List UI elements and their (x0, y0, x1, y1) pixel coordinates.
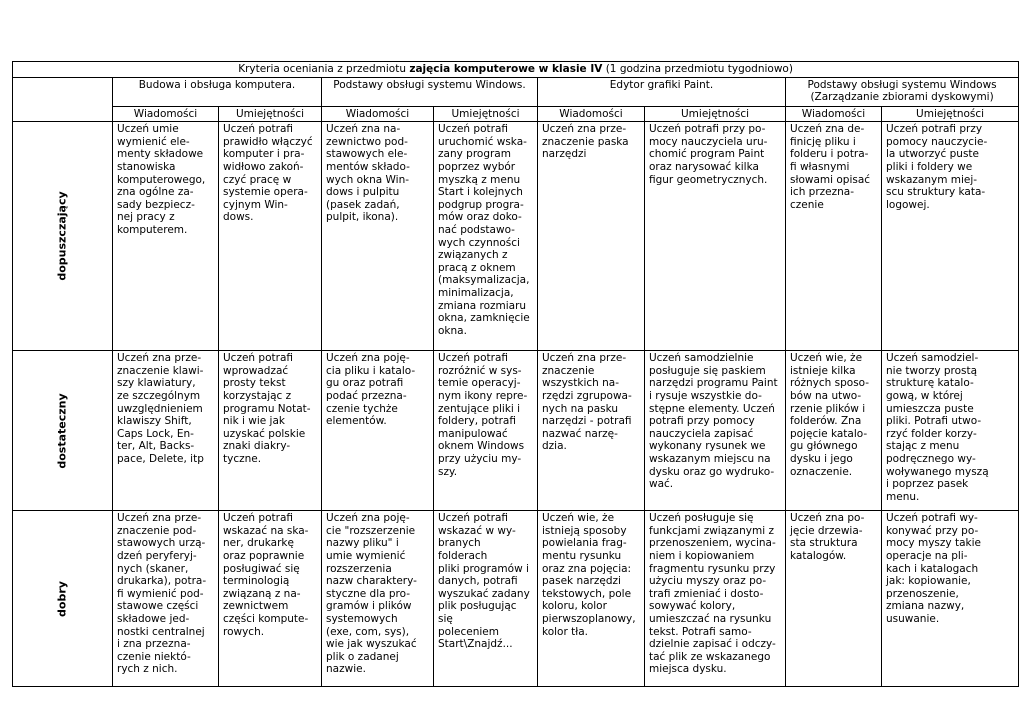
criteria-cell: Uczeń zna poję- cie "rozszerzenie nazwy pliku" i umie wymienić rozszerzenia nazw charaktery- styczne dla pro- gramów i plików systemowych (exe, com, sys), wie jak wyszukać plik o zadanej nazwie. (322, 511, 434, 687)
criteria-cell: Uczeń potrafi wy- konywać przy po- mocy myszy takie operacje na pli- kach i katalogach jak: kopiowanie, przenoszenie, zmiana nazwy, usuwanie. (882, 511, 1019, 687)
subheader-cell: Wiadomości (786, 106, 882, 122)
title-suffix: (1 godzina przedmiotu tygodniowo) (602, 63, 793, 75)
grade-label: dobry (55, 580, 69, 617)
title-row (13, 62, 1019, 78)
criteria-cell: Uczeń zna po- jęcie drzewia- sta struktura katalogów. (786, 511, 882, 687)
corner-cell (13, 77, 113, 122)
criteria-cell: Uczeń potrafi prawidło włączyć komputer i pra- widłowo zakoń- czyć pracę w systemie opera- cyjnym Win- dows. (219, 122, 322, 351)
criteria-cell: Uczeń zna poję- cia pliku i katalo- gu oraz potrafi podać przezna- czenie tychże elementów. (322, 351, 434, 511)
grade-label: dopuszczający (55, 191, 69, 281)
grade-row (13, 511, 1019, 687)
table-title (13, 62, 1019, 78)
section-header: Edytor grafiki Paint. (538, 77, 786, 106)
grade-label-cell (13, 122, 113, 351)
criteria-cell: Uczeń samodziel- nie tworzy prostą strukturę katalo- gową, w której umieszcza puste pliki. Potrafi utwo- rzyć folder korzy- stając z menu podręcznego wy- woływanego myszą i poprzez pasek menu. (882, 351, 1019, 511)
criteria-cell: Uczeń wie, że istnieje kilka różnych sposo- bów na utwo- rzenie plików i folderów. Zna pojęcie katalo- gu głównego dysku i jego oznaczenie. (786, 351, 882, 511)
title-subject: zajęcia komputerowe w klasie IV (409, 63, 603, 75)
criteria-cell: Uczeń zna prze- znaczenie klawi- szy klawiatury, ze szczególnym uwzględnieniem klawiszy Shift, Caps Lock, En- ter, Alt, Backs- pace, Delete, itp (113, 351, 219, 511)
section-header: Podstawy obsługi systemu Windows. (322, 77, 538, 106)
criteria-cell: Uczeń potrafi przy po- mocy nauczyciela uru- chomić program Paint oraz narysować kilka figur geometrycznych. (645, 122, 786, 351)
criteria-cell: Uczeń potrafi uruchomić wska- zany program poprzez wybór myszką z menu Start i kolejnych podgrup progra- mów oraz doko- nać podstawo- wych czynności związanych z pracą z oknem (maksymalizacja, minimalizacja, zmiana rozmiaru okna, zamknięcie okna. (434, 122, 538, 351)
subheader-row (13, 106, 1019, 122)
subheader-cell: Wiadomości (538, 106, 645, 122)
criteria-cell: Uczeń zna na- zewnictwo pod- stawowych ele- mentów składo- wych okna Win- dows i pulpitu (pasek zadań, pulpit, ikona). (322, 122, 434, 351)
criteria-cell: Uczeń potrafi wskazać w wy- branych folderach pliki programów i danych, potrafi wyszukać zadany plik posługując się poleceniem Start\Znajdź... (434, 511, 538, 687)
section-header: Budowa i obsługa komputera. (113, 77, 322, 106)
section-header: Podstawy obsługi systemu Windows (Zarządzanie zbiorami dyskowymi) (786, 77, 1019, 106)
subheader-cell: Wiadomości (113, 106, 219, 122)
grade-row (13, 122, 1019, 351)
criteria-cell: Uczeń potrafi wskazać na ska- ner, drukarkę oraz poprawnie posługiwać się terminologią związaną z na- zewnictwem części kompute- rowych. (219, 511, 322, 687)
subheader-cell: Umiejętności (882, 106, 1019, 122)
criteria-cell: Uczeń potrafi przy pomocy nauczycie- la utworzyć puste pliki i foldery we wskazanym miej- scu struktury kata- logowej. (882, 122, 1019, 351)
criteria-cell: Uczeń samodzielnie posługuje się paskiem narzędzi programu Paint i rysuje wszystkie do- stępne elementy. Uczeń potrafi przy pomocy nauczyciela zapisać wykonany rysunek we wskazanym miejscu na dysku oraz go wydruko- wać. (645, 351, 786, 511)
criteria-cell: Uczeń zna prze- znaczenie wszystkich na- rzędzi zgrupowa- nych na pasku narzędzi - potrafi nazwać narzę- dzia. (538, 351, 645, 511)
subheader-cell: Wiadomości (322, 106, 434, 122)
grade-label: dostateczny (55, 393, 69, 469)
criteria-cell: Uczeń potrafi rozróżnić w sys- temie operacyj- nym ikony repre- zentujące pliki i foldery, potrafi manipulować oknem Windows przy użyciu my- szy. (434, 351, 538, 511)
subheader-cell: Umiejętności (434, 106, 538, 122)
subheader-cell: Umiejętności (645, 106, 786, 122)
title-prefix: Kryteria oceniania z przedmiotu (238, 63, 410, 75)
criteria-cell: Uczeń zna prze- znaczenie paska narzędzi (538, 122, 645, 351)
subheader-cell: Umiejętności (219, 106, 322, 122)
criteria-cell: Uczeń wie, że istnieją sposoby powielania frag- mentu rysunku oraz zna pojęcia: pasek narzędzi tekstowych, pole koloru, kolor pierwszoplanowy, kolor tła. (538, 511, 645, 687)
criteria-cell: Uczeń umie wymienić ele- menty składowe stanowiska komputerowego, zna ogólne za- sady bezpiecz- nej pracy z komputerem. (113, 122, 219, 351)
criteria-cell: Uczeń zna de- finicję pliku i folderu i potra- fi własnymi słowami opisać ich przezna- czenie (786, 122, 882, 351)
criteria-cell: Uczeń posługuje się funkcjami związanymi z przenoszeniem, wycina- niem i kopiowaniem fragmentu rysunku przy użyciu myszy oraz po- trafi zmieniać i dosto- sowywać kolory, umieszczać na rysunku tekst. Potrafi samo- dzielnie zapisać i odczy- tać plik ze wskazanego miejsca dysku. (645, 511, 786, 687)
grade-label-cell (13, 351, 113, 511)
section-header-row (13, 77, 1019, 106)
criteria-cell: Uczeń potrafi wprowadzać prosty tekst korzystając z programu Notat- nik i wie jak uzyskać polskie znaki diakry- tyczne. (219, 351, 322, 511)
grade-label-cell (13, 511, 113, 687)
criteria-table (12, 61, 1019, 687)
criteria-cell: Uczeń zna prze- znaczenie pod- stawowych urzą- dzeń peryferyj- nych (skaner, drukarka), potra- fi wymienić pod- stawowe części składowe jed- nostki centralnej i zna przezna- czenie niektó- rych z nich. (113, 511, 219, 687)
grade-row (13, 351, 1019, 511)
